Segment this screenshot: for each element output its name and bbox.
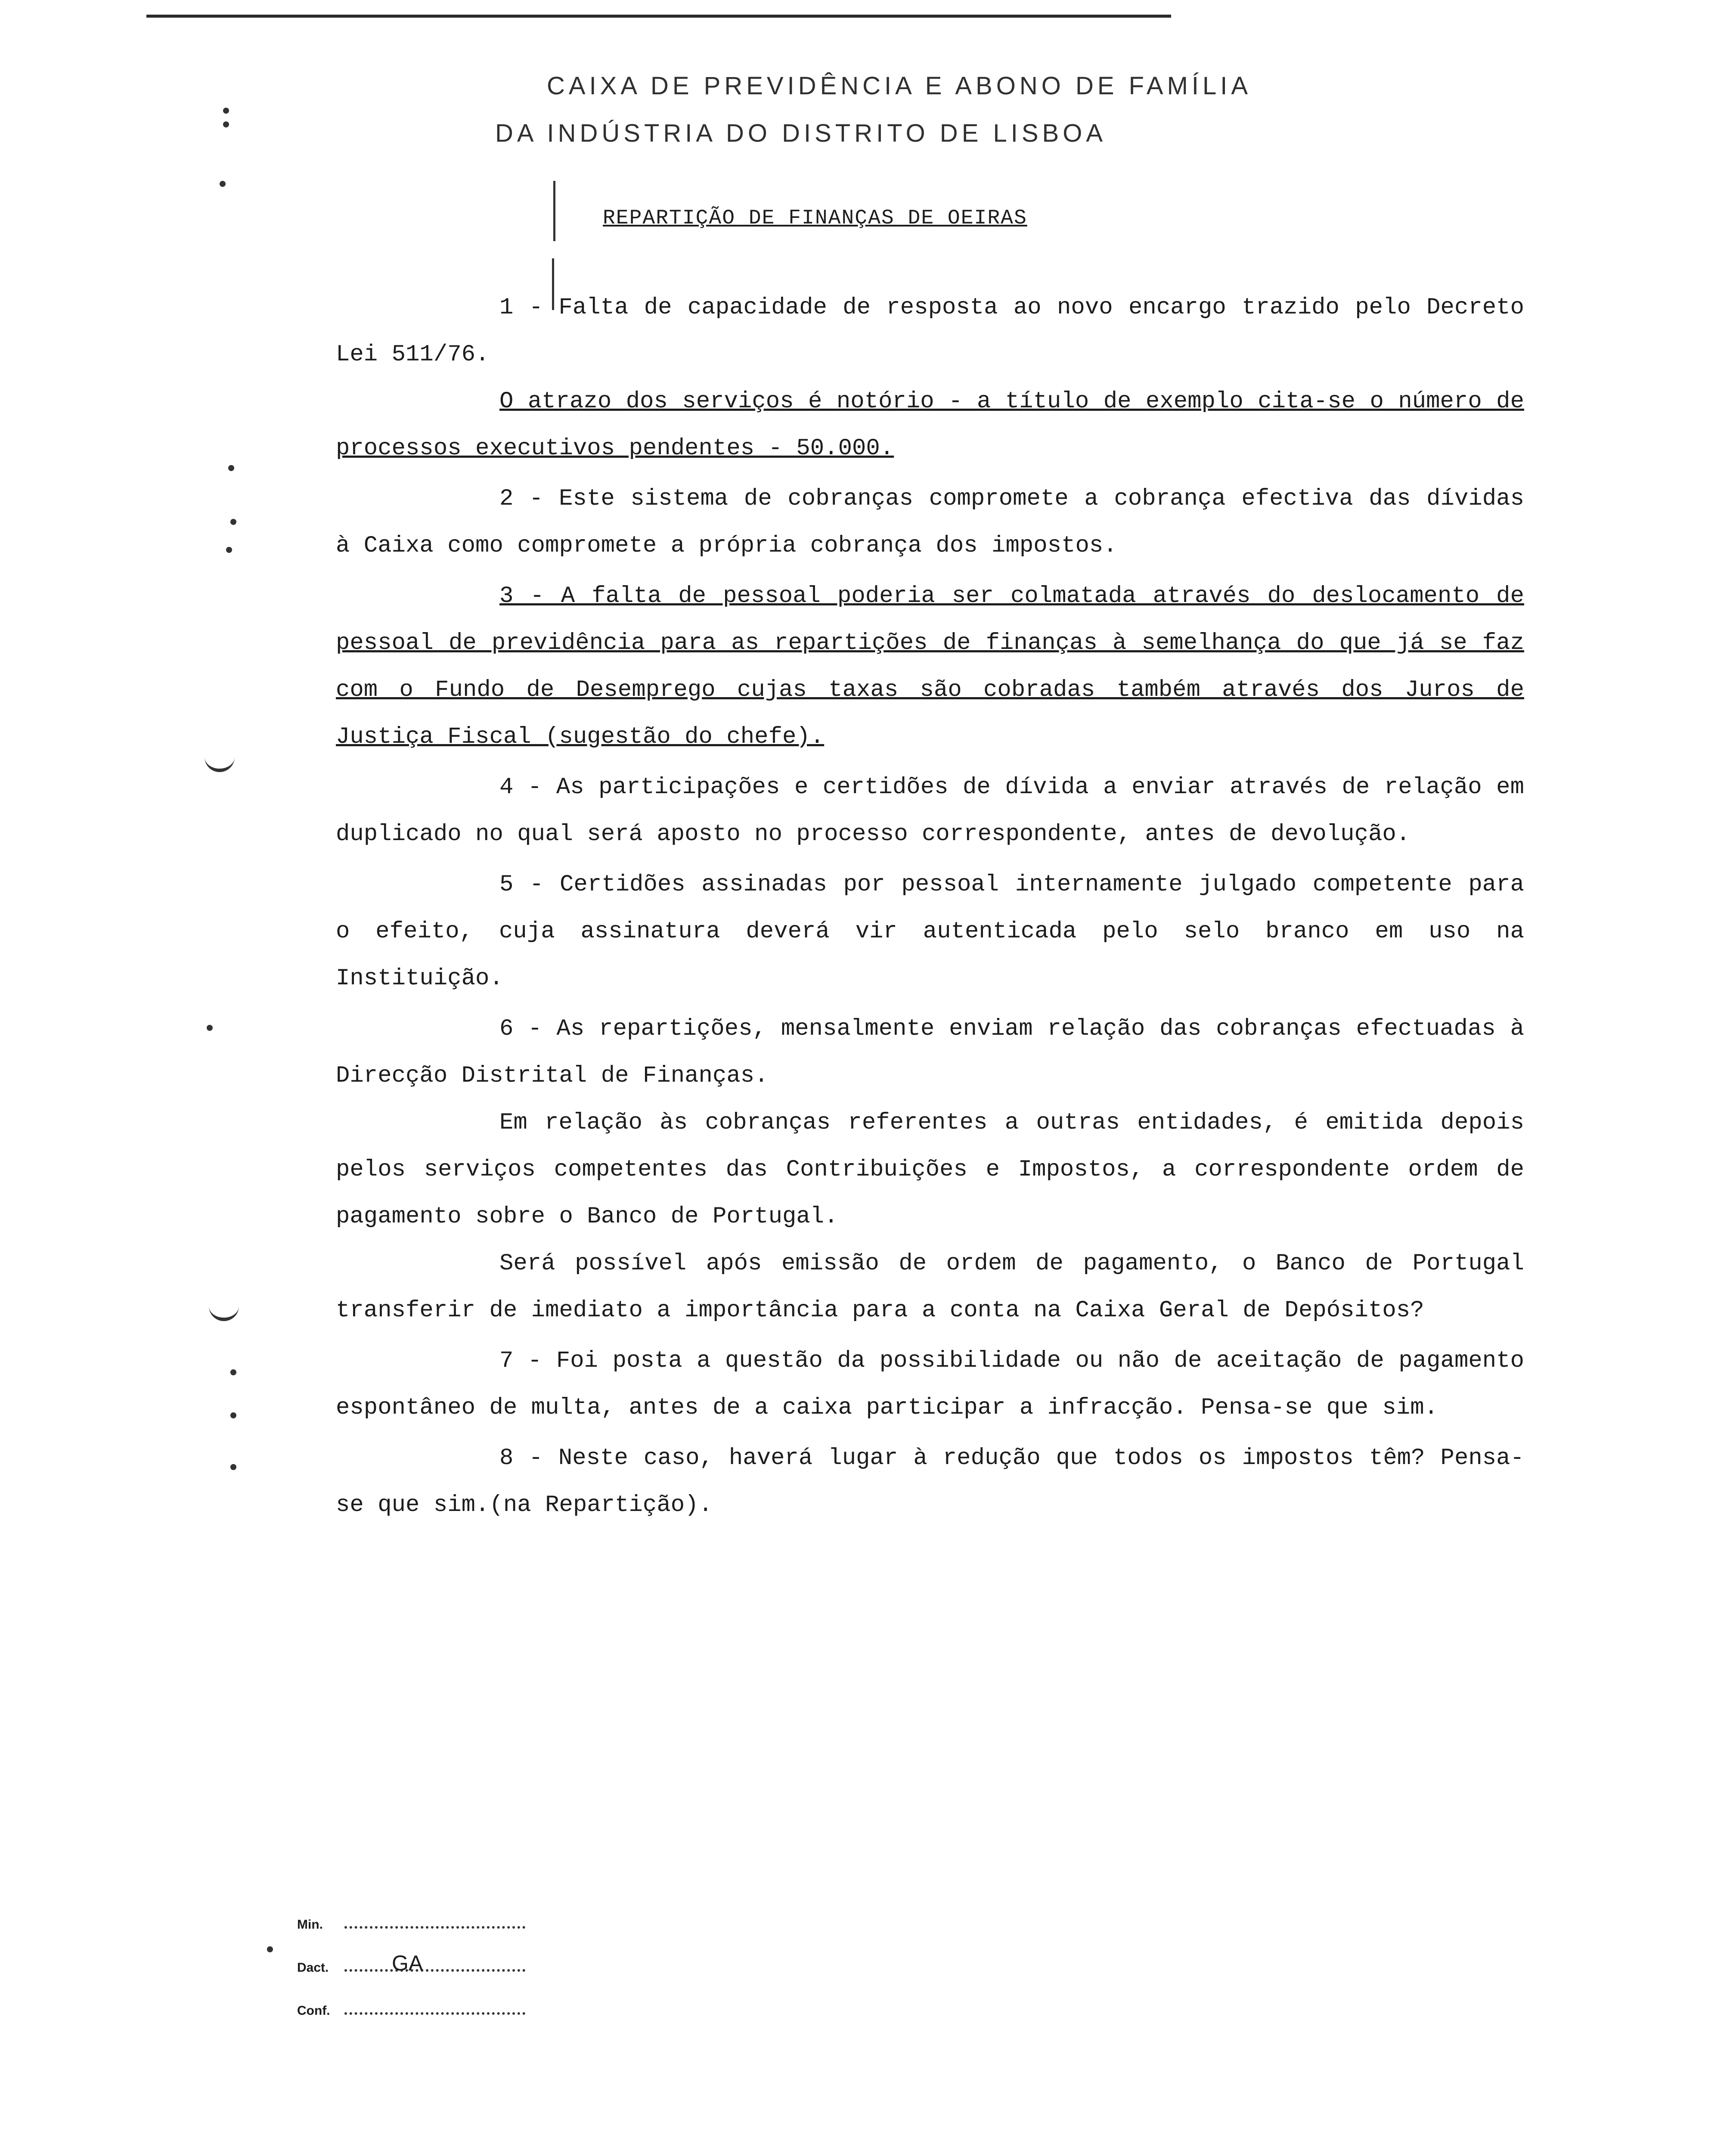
page-title: REPARTIÇÃO DE FINANÇAS DE OEIRAS: [603, 207, 1027, 230]
footer-dact-label: Dact.: [297, 1961, 329, 1975]
speck: [230, 519, 236, 525]
footer-dact-value: GA: [392, 1951, 423, 1975]
paragraph-3: 3 - A falta de pessoal poderia ser colmatada através do deslocamento de pessoal de previdência para as repartições de finanças à semelhança do que já se faz com o Fundo de Desemprego cujas taxas são cobradas também através dos Juros de Justiça Fiscal (sugestão do chefe).: [336, 583, 1524, 750]
punch-hole-mark: [205, 751, 235, 772]
footer-conf-row: [297, 1989, 525, 2032]
paragraph-6c: Será possível após emissão de ordem de pagamento, o Banco de Portugal transferir de imediato a importância para a conta na Caixa Geral de Depósitos?: [336, 1250, 1524, 1324]
paragraph-1b: O atrazo dos serviços é notório - a título de exemplo cita-se o número de processos executivos pendentes - 50.000.: [336, 388, 1524, 462]
footer-min-line: [344, 1911, 525, 1929]
speck: [230, 1369, 236, 1375]
paragraph-8: 8 - Neste caso, haverá lugar à redução que todos os impostos têm? Pensa-se que sim.(na Repartição).: [336, 1445, 1524, 1518]
margin-stroke: [553, 181, 555, 241]
speck: [230, 1412, 236, 1418]
paragraph-5: 5 - Certidões assinadas por pessoal internamente julgado competente para o efeito, cuja assinatura deverá vir autenticada pelo selo branco em uso na Instituição.: [336, 872, 1524, 992]
footer-min-label: Min.: [297, 1917, 323, 1932]
paragraph-6b: Em relação às cobranças referentes a outras entidades, é emitida depois pelos serviços competentes das Contribuições e Impostos, a correspondente ordem de pagamento sobre o Banco de Portugal.: [336, 1110, 1524, 1230]
paragraph-1: 1 - Falta de capacidade de resposta ao novo encargo trazido pelo Decreto Lei 511/76.: [336, 295, 1524, 368]
speck: [230, 1464, 236, 1470]
footer-min-row: [297, 1903, 525, 1946]
document-body: [336, 284, 1524, 1529]
routing-footer: [297, 1903, 525, 2032]
speck: [267, 1946, 273, 1952]
speck: [228, 465, 234, 471]
paragraph-4: 4 - As participações e certidões de dívida a enviar através de relação em duplicado no qual será aposto no processo correspondente, antes de devolução.: [336, 774, 1524, 847]
letterhead: [495, 62, 1313, 157]
letterhead-line-1: CAIXA DE PREVIDÊNCIA E ABONO DE FAMÍLIA: [547, 72, 1252, 100]
footer-dact-line: [344, 1951, 525, 1975]
speck: [220, 181, 226, 187]
footer-dact-row: [297, 1946, 525, 1989]
footer-conf-label: Conf.: [297, 2004, 330, 2018]
paragraph-2: 2 - Este sistema de cobranças compromete a cobrança efectiva das dívidas à Caixa como compromete a própria cobrança dos impostos.: [336, 486, 1524, 559]
footer-conf-line: [344, 1998, 525, 2015]
letterhead-line-2: DA INDÚSTRIA DO DISTRITO DE LISBOA: [495, 119, 1107, 147]
speck: [223, 121, 229, 127]
paragraph-7: 7 - Foi posta a questão da possibilidade ou não de aceitação de pagamento espontâneo de multa, antes de a caixa participar a infracção. Pensa-se que sim.: [336, 1348, 1524, 1421]
paragraph-6: 6 - As repartições, mensalmente enviam relação das cobranças efectuadas à Direcção Distrital de Finanças.: [336, 1016, 1524, 1089]
speck: [223, 108, 229, 114]
punch-hole-mark: [209, 1300, 239, 1321]
top-rule: [146, 15, 1171, 18]
speck: [226, 547, 232, 553]
speck: [207, 1025, 213, 1031]
